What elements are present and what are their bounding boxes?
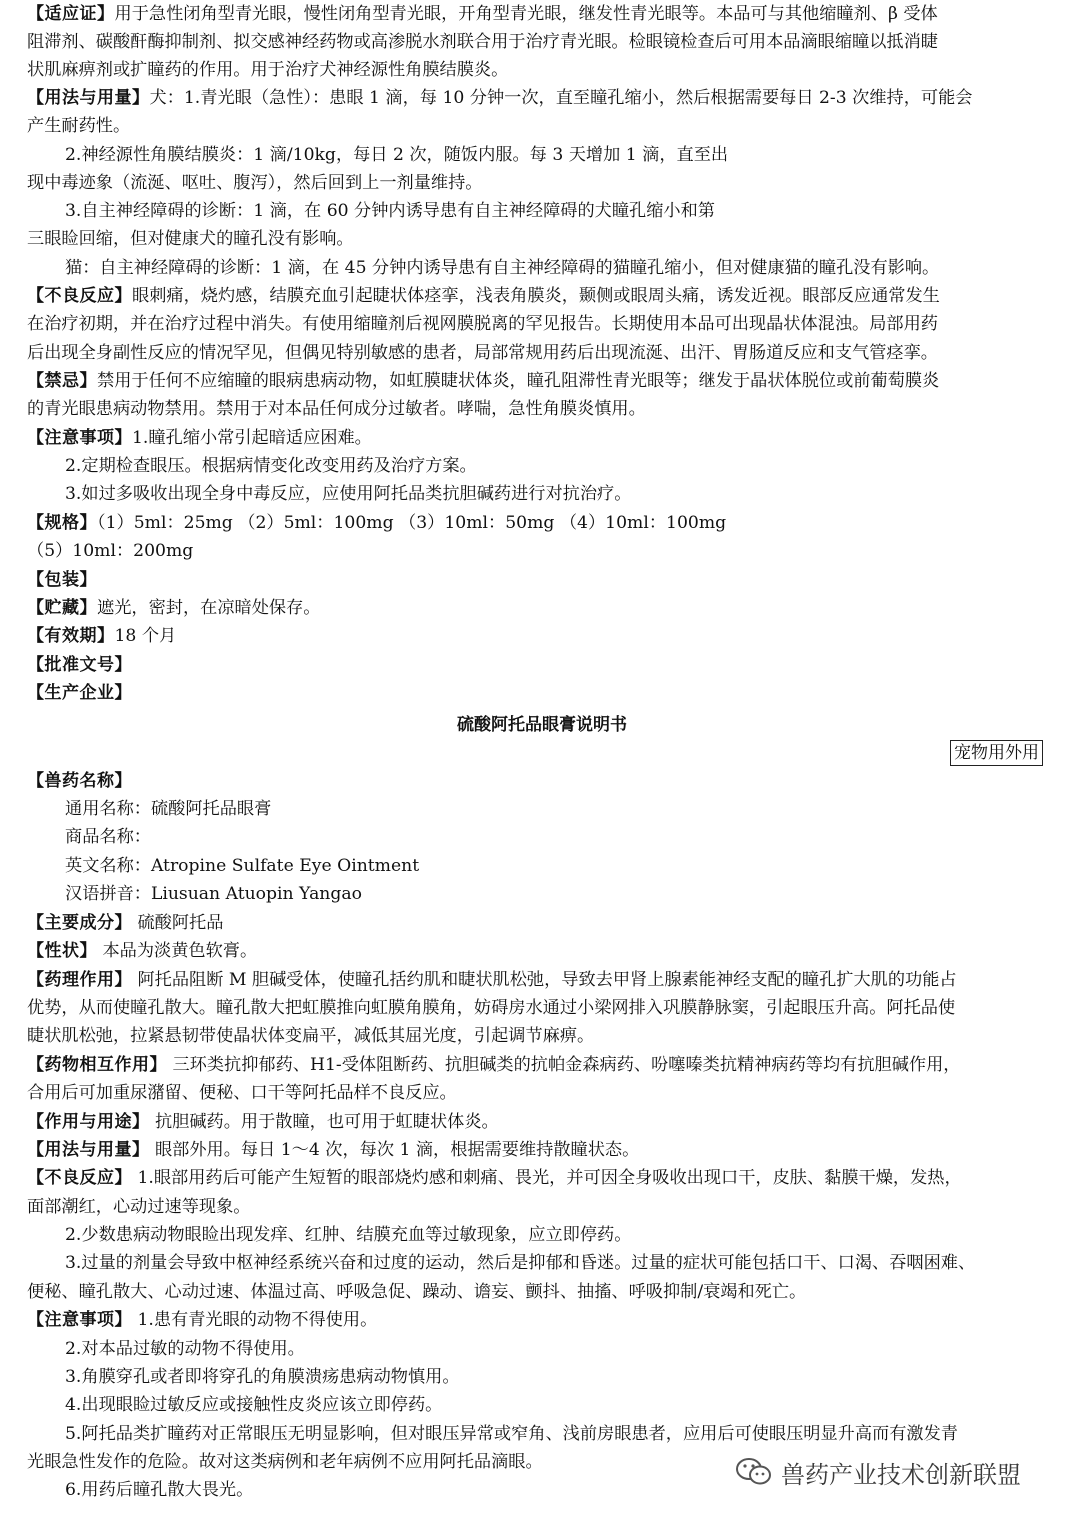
line-text: 用于急性闭角型青光眼，慢性闭角型青光眼，开角型青光眼，继发性青光眼等。本品可与其他缩瞳剂、β 受体: [114, 4, 938, 24]
text-line: [27, 994, 955, 1022]
text-line: [27, 1193, 250, 1221]
line-text: 后出现全身副性反应的情况罕见，但偶见特别敏感的患者，局部常规用药后出现流涎、出汗、胃肠道反应和支气管痉挛。: [27, 343, 938, 363]
line-text: 现中毒迹象（流涎、呕吐、腹泻），然后回到上一剂量维持。: [27, 173, 483, 193]
line-text: 优势，从而使瞳孔散大。瞳孔散大把虹膜推向虹膜角膜角，妨碍房水通过小梁网排入巩膜静脉窦，引起眼压升高。阿托品使: [27, 998, 956, 1018]
section-line: [27, 1164, 962, 1192]
text-line: [27, 169, 482, 197]
line-text: 1.患有青光眼的动物不得使用。: [132, 1310, 378, 1330]
text-line: [65, 1363, 460, 1391]
line-text: 硫酸阿托品: [132, 913, 224, 933]
line-text: 禁用于任何不应缩瞳的眼病患病动物，如虹膜睫状体炎，瞳孔阻滞性青光眼等；继发于晶状体脱位或前葡萄膜炎: [97, 371, 940, 391]
section-label: 【用法与用量】: [27, 1140, 150, 1160]
line-text: 眼部外用。每日 1～4 次，每次 1 滴，根据需要维持散瞳状态。: [149, 1140, 640, 1160]
line-text: 3.角膜穿孔或者即将穿孔的角膜溃疡患病动物慎用。: [65, 1367, 460, 1387]
text-line: [27, 28, 938, 56]
line-text: 阻滞剂、碳酸酐酶抑制剂、拟交感神经药物或高渗脱水剂联合用于治疗青光眼。检眼镜检查后可用本品滴眼缩瞳以抵消睫: [27, 32, 938, 52]
line-text: 汉语拼音：Liusuan Atuopin Yangao: [65, 884, 362, 904]
text-line: [27, 1079, 457, 1107]
section-label: 【药理作用】: [27, 970, 132, 990]
line-text: 通用名称：硫酸阿托品眼膏: [65, 799, 272, 819]
section-line: [27, 937, 257, 965]
line-text: 商品名称：: [65, 827, 151, 847]
line-text: 6.用药后瞳孔散大畏光。: [65, 1480, 254, 1500]
section-label: 【生产企业】: [27, 683, 132, 703]
section-label: 【有效期】: [27, 626, 115, 646]
line-text: 1.眼部用药后可能产生短暂的眼部烧灼感和刺痛、畏光，并可因全身吸收出现口干，皮肤、黏膜干燥，发热，: [132, 1168, 962, 1188]
line-text: 三眼睑回缩，但对健康犬的瞳孔没有影响。: [27, 229, 354, 249]
text-line: [65, 1221, 631, 1249]
section-line: [27, 651, 132, 679]
line-text: 18 个月: [114, 626, 177, 646]
text-line: [65, 197, 715, 225]
line-text: 3.如过多吸收出现全身中毒反应，应使用阿托品类抗胆碱药进行对抗治疗。: [65, 484, 632, 504]
line-text: 产生耐药性。: [27, 116, 131, 136]
section-line: [27, 282, 940, 310]
text-line: [65, 880, 362, 908]
line-text: 状肌麻痹剂或扩瞳药的作用。用于治疗犬神经源性角膜结膜炎。: [27, 60, 509, 80]
line-text: 在治疗初期，并在治疗过程中消失。有使用缩瞳剂后视网膜脱离的罕见报告。长期使用本品可出现晶状体混浊。局部用药: [27, 314, 938, 334]
section-label: 【兽药名称】: [27, 771, 132, 791]
section-line: [27, 1051, 960, 1079]
line-text: 2.定期检查眼压。根据病情变化改变用药及治疗方案。: [65, 456, 477, 476]
line-text: 3.自主神经障碍的诊断：1 滴，在 60 分钟内诱导患有自主神经障碍的犬瞳孔缩小和第: [65, 201, 715, 221]
section-label: 【不良反应】: [27, 286, 132, 306]
text-line: [65, 1249, 975, 1277]
text-line: [65, 1420, 958, 1448]
section-line: [27, 566, 97, 594]
line-text: 3.过量的剂量会导致中枢神经系统兴奋和过度的运动，然后是抑郁和昏迷。过量的症状可能包括口干、口渴、吞咽困难、: [65, 1253, 976, 1273]
line-text: 英文名称：Atropine Sulfate Eye Ointment: [65, 856, 420, 876]
section-label: 【贮藏】: [27, 598, 97, 618]
section-label: 【药物相互作用】: [27, 1055, 167, 1075]
line-text: 犬：1.青光眼（急性）：患眼 1 滴，每 10 分钟一次，直至瞳孔缩小，然后根据需要每日 2-3 次维持，可能会: [149, 88, 973, 108]
wechat-icon: [735, 1456, 773, 1488]
section-line: [27, 594, 320, 622]
line-text: 2.对本品过敏的动物不得使用。: [65, 1339, 305, 1359]
section-label: 【主要成分】: [27, 913, 132, 933]
text-line: [27, 112, 130, 140]
text-line: [65, 141, 728, 169]
section-line: [27, 84, 972, 112]
watermark-text: 兽药产业技术创新联盟: [781, 1460, 1021, 1489]
line-text: 合用后可加重尿潴留、便秘、口干等阿托品样不良反应。: [27, 1083, 457, 1103]
text-line: [27, 537, 193, 565]
line-text: 本品为淡黄色软膏。: [97, 941, 258, 961]
section-line: [27, 767, 132, 795]
text-line: [27, 225, 354, 253]
text-line: [27, 1278, 806, 1306]
line-text: 2.少数患病动物眼睑出现发痒、红肿、结膜充血等过敏现象，应立即停药。: [65, 1225, 632, 1245]
text-line: [65, 1476, 253, 1504]
line-text: 抗胆碱药。用于散瞳，也可用于虹睫状体炎。: [149, 1112, 499, 1132]
text-line: [27, 1022, 594, 1050]
section-label: 【规格】: [27, 513, 97, 533]
section-label: 【用法与用量】: [27, 88, 150, 108]
section-line: [27, 367, 939, 395]
text-line: [27, 56, 508, 84]
section-label: 【注意事项】: [27, 1310, 132, 1330]
section-line: [27, 509, 726, 537]
section-line: [27, 966, 957, 994]
usage-badge: 宠物用外用: [950, 740, 1043, 766]
line-text: 的青光眼患病动物禁用。禁用于对本品任何成分过敏者。哮喘，急性角膜炎慎用。: [27, 399, 646, 419]
text-line: [65, 254, 939, 282]
line-text: 便秘、瞳孔散大、心动过速、体温过高、呼吸急促、躁动、谵妄、颤抖、抽搐、呼吸抑制/衰竭和死亡。: [27, 1282, 807, 1302]
watermark: [735, 1452, 1021, 1492]
text-line: [27, 339, 938, 367]
section-line: [27, 0, 938, 28]
section-line: [27, 1136, 639, 1164]
section-line: [27, 679, 132, 707]
section-line: [27, 622, 176, 650]
text-line: [65, 480, 631, 508]
line-text: 三环类抗抑郁药、H1-受体阻断药、抗胆碱类的抗帕金森病药、吩噻嗪类抗精神病药等均有抗胆碱作用，: [167, 1055, 961, 1075]
line-text: 光眼急性发作的危险。故对这类病例和老年病例不应用阿托品滴眼。: [27, 1452, 543, 1472]
line-text: 2.神经源性角膜结膜炎：1 滴/10kg，每日 2 次，随饭内服。每 3 天增加 1 滴，直至出: [65, 145, 729, 165]
text-line: [65, 852, 419, 880]
text-line: [65, 1391, 442, 1419]
section-line: [27, 909, 223, 937]
section-label: 【适应证】: [27, 4, 115, 24]
line-text: （1）5ml：25mg （2）5ml：100mg （3）10ml：50mg （4）10ml：100mg: [97, 513, 727, 533]
text-line: [27, 1448, 543, 1476]
line-text: （5）10ml：200mg: [27, 541, 194, 561]
section-line: [27, 424, 372, 452]
line-text: 4.出现眼睑过敏反应或接触性皮炎应该立即停药。: [65, 1395, 443, 1415]
line-text: 睫状肌松弛，拉紧悬韧带使晶状体变扁平，减低其屈光度，引起调节麻痹。: [27, 1026, 595, 1046]
section-line: [27, 1306, 377, 1334]
line-text: 阿托品阻断 M 胆碱受体，使瞳孔括约肌和睫状肌松弛，导致去甲肾上腺素能神经支配的瞳孔扩大肌的功能占: [132, 970, 957, 990]
line-text: 面部潮红，心动过速等现象。: [27, 1197, 251, 1217]
section-title: 硫酸阿托品眼膏说明书: [457, 715, 627, 735]
text-line: [65, 452, 477, 480]
line-text: 1.瞳孔缩小常引起暗适应困难。: [132, 428, 372, 448]
text-line: [27, 310, 938, 338]
section-label: 【包装】: [27, 570, 97, 590]
section-label: 【不良反应】: [27, 1168, 132, 1188]
section-line: [27, 1108, 499, 1136]
text-line: [27, 395, 646, 423]
line-text: 5.阿托品类扩瞳药对正常眼压无明显影响，但对眼压异常或窄角、浅前房眼患者，应用后可使眼压明显升高而有激发青: [65, 1424, 958, 1444]
section-label: 【禁忌】: [27, 371, 97, 391]
line-text: 猫：自主神经障碍的诊断：1 滴，在 45 分钟内诱导患有自主神经障碍的猫瞳孔缩小，但对健康猫的瞳孔没有影响。: [65, 258, 940, 278]
text-line: [65, 795, 271, 823]
text-line: [65, 1335, 305, 1363]
section-label: 【批准文号】: [27, 655, 132, 675]
line-text: 遮光，密封，在凉暗处保存。: [97, 598, 321, 618]
section-label: 【作用与用途】: [27, 1112, 150, 1132]
section-label: 【注意事项】: [27, 428, 132, 448]
line-text: 眼刺痛，烧灼感，结膜充血引起睫状体痉挛，浅表角膜炎，颞侧或眼周头痛，诱发近视。眼部反应通常发生: [132, 286, 940, 306]
section-label: 【性状】: [27, 941, 97, 961]
text-line: [65, 823, 151, 851]
